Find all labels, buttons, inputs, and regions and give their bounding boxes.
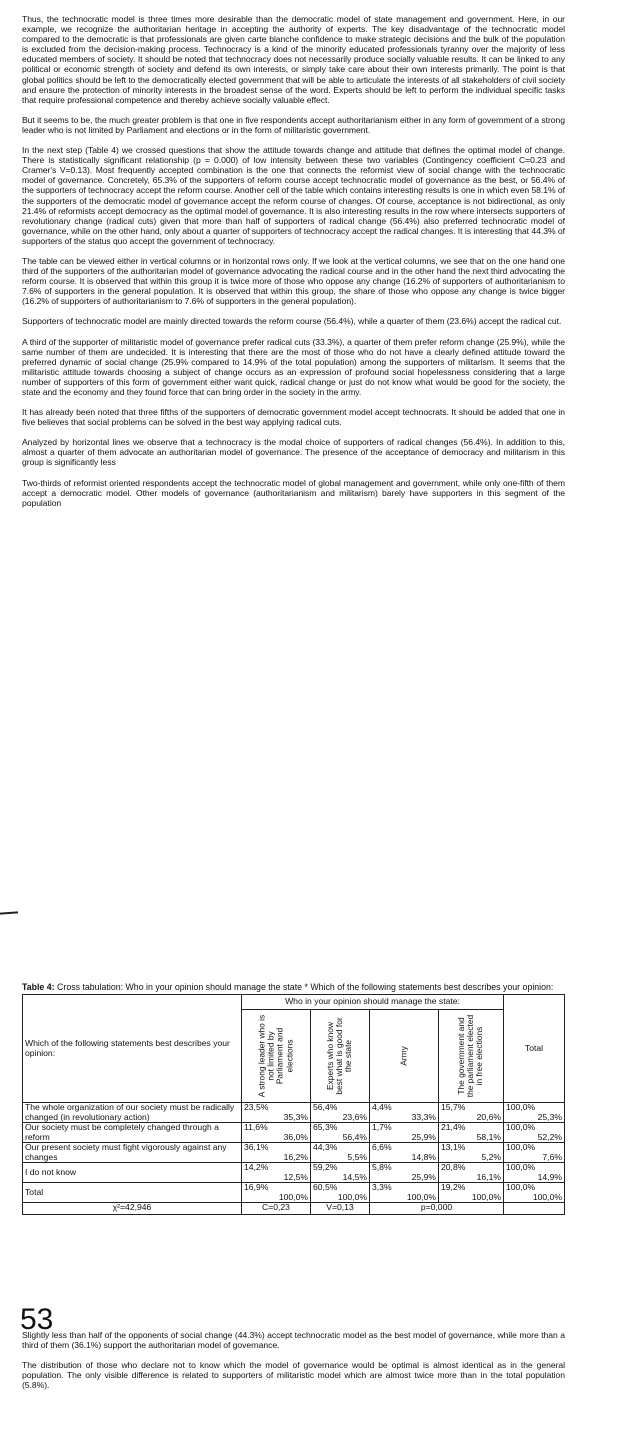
column-header: A strong leader who is not limited by Parliament and elections (242, 1010, 311, 1103)
table-cell: 44,3% 5,5% (311, 1143, 370, 1163)
table-cell: 56,4% 23,6% (311, 1103, 370, 1123)
table-cell: 3,3% 100,0% (370, 1183, 439, 1203)
table-cell: 36,1% 16,2% (242, 1143, 311, 1163)
table-cell: 1,7% 25,9% (370, 1123, 439, 1143)
table-cell: 100,0% 100,0% (504, 1183, 565, 1203)
p-value: p=0,000 (370, 1203, 504, 1215)
paragraph: Slightly less than half of the opponents of social change (44.3%) accept technocratic model as the best model of governance, while more than a third of them (36.1%) support the authoritarian model of governance. (22, 1330, 565, 1351)
row-label: The whole organization of our society must be radically changed (in revolutionary action) (23, 1103, 242, 1123)
table-row (23, 1123, 565, 1143)
column-group-header: Who in your opinion should manage the state: (242, 995, 504, 1010)
cross-tab-table (22, 994, 565, 1215)
table-row (23, 1183, 565, 1203)
cramers-v: V=0,13 (311, 1203, 370, 1215)
statistics-row (23, 1203, 565, 1215)
table-cell: 6,6% 14,8% (370, 1143, 439, 1163)
table-cell: 21,4% 58,1% (439, 1123, 504, 1143)
row-label: Our society must be completely changed through a reform (23, 1123, 242, 1143)
column-header: Army (370, 1010, 439, 1103)
paragraph: It has already been noted that three fifths of the supporters of democratic government model accept technocrats. It should be added that one in five believes that social problems can be solved in the best way applying radical cuts. (22, 407, 565, 428)
table-cell: 16,9% 100,0% (242, 1183, 311, 1203)
table-cell: 15,7% 20,6% (439, 1103, 504, 1123)
paragraph: In the next step (Table 4) we crossed questions that show the attitude towards change and attitude that defines the optimal model of change. There is statistically significant relationship (p = 0.000) of low intensity between these two variables (Contingency coefficient C=0.23 and Cramer's V=0.13). Most frequently accepted combination is the one that connects the reformist view of social change with the technocratic model of governance. Concretely, 65.3% of the supporters of reform course accept technocratic model of governance as the best, or 56.4% of the supporters of technocracy accept the reform course. Another cell of the table which contains interesting results is one in which even 58.1% of the supporters of the democratic model of governance accept the reform course of changes. Of course, acceptance is not bidirectional, as only 21.4% of reformists accept democracy as the optimal model of governance. It is also interesting results in the row where intersects supporters of revolutionary change (radical cuts) given that more than half of supporters of radical change (56.4%) also preferred technocratic model of governance, while on the other hand, only about a quarter of supporters of technocracy accept the radical changes. It is interesting that 44.3% of supporters of the status quo accept the government of technocracy. (22, 145, 565, 246)
page-number: 53 (20, 1303, 54, 1336)
margin-mark (0, 911, 18, 914)
table-cell: 5,8% 25,9% (370, 1163, 439, 1183)
table-cell: 4,4% 33,3% (370, 1103, 439, 1123)
chi-square: χ²=42,946 (23, 1203, 242, 1215)
row-header: Which of the following statements best describes your opinion: (23, 995, 242, 1103)
body-text (22, 14, 565, 518)
paragraph: But it seems to be, the much greater problem is that one in five respondents accept authoritarianism either in any form of government of a strong leader who is not limited by Parliament and elections or in the form of militaristic government. (22, 114, 565, 135)
paragraph: Analyzed by horizontal lines we observe that a technocracy is the modal choice of supporters of radical changes (56.4%). In addition to this, almost a quarter of them advocate an authoritarian model of governance. The presence of the acceptance of democracy and militarism in this group is significantly less (22, 437, 565, 468)
paragraph: Thus, the technocratic model is three times more desirable than the democratic model of state management and government. Here, in our example, we recognize the authoritarian heritage in accepting the authority of experts. The key disadvantage of the technocratic model compared to the democratic is that professionals are given carte blanche confidence to make strategic decisions and the bulk of the population is excluded from the decision-making process. Technocracy is a kind of the minority educated professionals tyranny over the majority of less educated members of society. It should be noted that technocracy does not necessarily produce socially valuable results. It can be linked to any political or economic strength of society and defend its own interests, or simply take care about their own interests primarily. The point is that global politics should be left to the democratically elected government that will be able to articulate the interests of all stakeholders of civil society and ensure the protection of minority interests in the broadest sense of the word. Experts should be left to perform the individual specific tasks that require professional competence and thereby achieve socially valuable effect. (22, 14, 565, 105)
table-cell: 60,5% 100,0% (311, 1183, 370, 1203)
table-row (23, 1143, 565, 1163)
table-cell: 19,2% 100,0% (439, 1183, 504, 1203)
total-header: Total (504, 995, 565, 1103)
contingency-coefficient: C=0,23 (242, 1203, 311, 1215)
table-cell: 100,0% 14,9% (504, 1163, 565, 1183)
table-4 (22, 982, 567, 1215)
column-header: Experts who know best what is good for the state (311, 1010, 370, 1103)
table-cell: 100,0% 52,2% (504, 1123, 565, 1143)
table-cell: 100,0% 25,3% (504, 1103, 565, 1123)
table-cell: 20,8% 16,1% (439, 1163, 504, 1183)
column-header: The government and the parliament elected in free elections (439, 1010, 504, 1103)
table-cell: 59,2% 14,5% (311, 1163, 370, 1183)
paragraph: The table can be viewed either in vertical columns or in horizontal rows only. If we look at the vertical columns, we see that on the one hand one third of the supporters of the authoritarian model of governance advocating the radical course and in the other hand the next third advocating the reform course. It is observed that within this group it is twice more of those who oppose any change (16.2% of supporters of authoritarianism to 7.6% of supporters in the general population. It is observed that within this group, the share of those who oppose any change is twice bigger (16.2% of supporters of authoritarianism to 7.6% of supporters in the general population). (22, 255, 565, 307)
body-text-after-table (22, 1330, 565, 1400)
table-cell: 13,1% 5,2% (439, 1143, 504, 1163)
paragraph: The distribution of those who declare not to know which the model of governance would be optimal is almost identical as in the general population. The only visible difference is related to supporters of militaristic model which are almost twice more than in the total population (5.8%). (22, 1360, 565, 1391)
table-cell: 65,3% 56,4% (311, 1123, 370, 1143)
table-cell: 14,2% 12,5% (242, 1163, 311, 1183)
table-cell: 100,0% 7,6% (504, 1143, 565, 1163)
table-cell: 11,6% 36,0% (242, 1123, 311, 1143)
paragraph: A third of the supporter of militaristic model of governance prefer radical cuts (33.3%), a quarter of them prefer reform change (25.9%), while the same number of them are undecided. It is interesting that there are the most of those who do not have a clearly defined attitude toward the preferred dynamic of social change (25.9% compared to 14.9% of the total population) among the supporters of militarism. It seems that the militaristic attitude towards choosing a subject of change occurs as an expression of profound social hopelessness considering that a large number of supporters of this form of government either want quick, radical change or just do not know what would be good for the society, the state and the economy and they found force that can bring order in the society in the army. (22, 336, 565, 397)
row-label: I do not know (23, 1163, 242, 1183)
paragraph: Two-thirds of reformist oriented respondents accept the technocratic model of global management and government, while only one-fifth of them accept a democratic model. Other models of governance (authoritarianism and militarism) barely have supporters in this segment of the population (22, 477, 565, 508)
table-cell: 23,5% 35,3% (242, 1103, 311, 1123)
table-row (23, 1163, 565, 1183)
table-row (23, 1103, 565, 1123)
table-caption: Table 4: Cross tabulation: Who in your opinion should manage the state * Which of the following statements best describes your opinion: (22, 982, 554, 992)
row-label: Total (23, 1183, 242, 1203)
paragraph: Supporters of technocratic model are mainly directed towards the reform course (56.4%), while a quarter of them (23.6%) accept the radical cut. (22, 316, 562, 327)
row-label: Our present society must fight vigorously against any changes (23, 1143, 242, 1163)
